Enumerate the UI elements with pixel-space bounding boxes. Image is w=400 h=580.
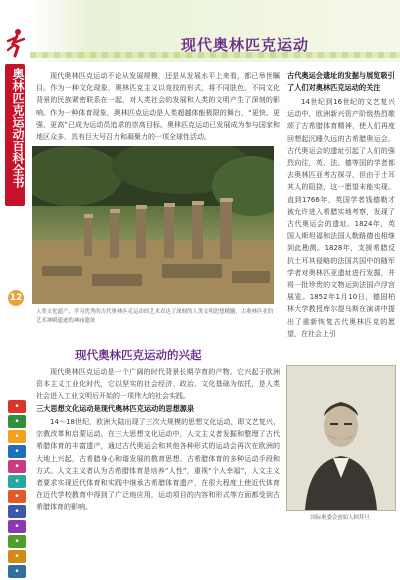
sport-pictogram-icon: •	[8, 565, 26, 578]
portrait-illustration	[287, 366, 395, 510]
side-ribbon	[5, 64, 25, 206]
runner-logo-icon	[4, 28, 28, 58]
coubertin-portrait-photo	[286, 365, 396, 511]
sport-pictogram-icon: •	[8, 415, 26, 428]
sport-pictogram-icon: •	[8, 550, 26, 563]
section-paragraph-1: 现代奥林匹克运动是一个广阔的时代背景长期孕育的产物。它兴起于欧洲资本主义工业化时代，它以坚实的社会经济、政治、文化基础为依托，是人类社会进入工业文明后开始的一项伟大的社会实践。	[36, 368, 280, 401]
sport-pictogram-icon: •	[8, 445, 26, 458]
section-paragraph-2: 14～18世纪，欧洲大陆出现了三次大规模的思想文化运动，即文艺复兴、宗教改革和启蒙运动。在三大思想文化运动中，人文主义者发掘和整理了古代希腊体育的丰富遗产，通过古代奥运会和其他各种形式的运动会再次在欧洲的大地上兴起，古希腊身心和谐发展的教育思想、古希腊体育的多种运动手段和方式。人文主义者认为古希腊体育是培养“人性”，重视“个人幸福”，人文主义者要求实现近代体育和实践中继承古希腊体育遗产，在很大程度上使近代体育在近代学校教育中得到了广泛地应用，运动项目的内容和形式等方面都受到古希腊体育的影响。	[36, 418, 280, 512]
book-title-vertical: 奥林匹克运动百科全书	[11, 68, 25, 188]
sport-pictogram-icon: •	[8, 400, 26, 413]
sport-icons-strip	[6, 400, 30, 580]
right-column-paragraph: 14世纪到16世纪的文艺复兴运动中，欧洲新兴资产阶级热烈歌颂了古希腊体育精神，使人们再度回想起沉睡久远的古希腊奥运会。古代奥运会的遗址引起了人们的强烈向往，英、法、德等国的学者都去奥林匹亚考古探寻，但由于土耳其人的阻挠，这一愿望未能实现。直到1766年，英国学者钱德勒才被允许进入希腊实地考察，发现了古代奥运会的遗址。1824年，英国人斯坦福和法国人勒路德也相继到此勘测。1828年，支援希腊反抗土耳其侵略的法国共国中的随军学者对奥林匹亚遗址进行发掘，并将一批珍贵的文物运到法国卢浮宫展览。1852年1月10日，德国柏林大学教授库尔提乌斯在演讲中提出了重新恢复古代奥林匹克的愿望，在社会上引	[287, 98, 395, 338]
sport-pictogram-icon: •	[8, 535, 26, 548]
intro-paragraph: 现代奥林匹克运动不论从发展规模，还是从发展水平上来看，都已举世瞩目。作为一种文化现象，奥林匹克主义以竞技的形式，将不同肤色、不同文化背景的民族紧密联系在一起，对人类社会的发展和人类的文明产生了深刻的影响。作为一种体育现象，奥林匹克运动是人类超越体能极限的舞台，“更快、更强、更高”已成为运动员追求的崇高目标。奥林匹克运动已发展成为参与国家和地区众多、具有巨大号召力和凝聚力的一项全球性活动。	[36, 72, 280, 142]
page-number: 12	[8, 290, 24, 306]
section-subheading: 三大思想文化运动是现代奥林匹克运动的思想源泉	[36, 404, 195, 413]
sport-pictogram-icon: •	[8, 520, 26, 533]
sport-pictogram-icon: •	[8, 460, 26, 473]
olympia-ruins-photo	[32, 146, 274, 304]
portrait-caption: 国际奥委会创始人顾拜旦	[310, 515, 370, 521]
right-column-heading: 古代奥运会遗址的发掘与展览吸引了人们对奥林匹克运动的关注	[287, 71, 395, 92]
sport-pictogram-icon: •	[8, 475, 26, 488]
sport-pictogram-icon: •	[8, 430, 26, 443]
sport-pictogram-icon: •	[8, 490, 26, 503]
page-title: 现代奥林匹克运动	[180, 36, 309, 54]
olympia-ruins-illustration	[32, 146, 274, 304]
photo-caption: 人类文化遗产，学习优秀的古代奥林匹克运动的艺术表达了深刻的人类文明思想精髓，古奥林匹亚的艺术神殿遗迹的神庙遗址	[36, 309, 274, 324]
section-title: 现代奥林匹克运动的兴起	[75, 348, 202, 362]
sport-pictogram-icon: •	[8, 505, 26, 518]
